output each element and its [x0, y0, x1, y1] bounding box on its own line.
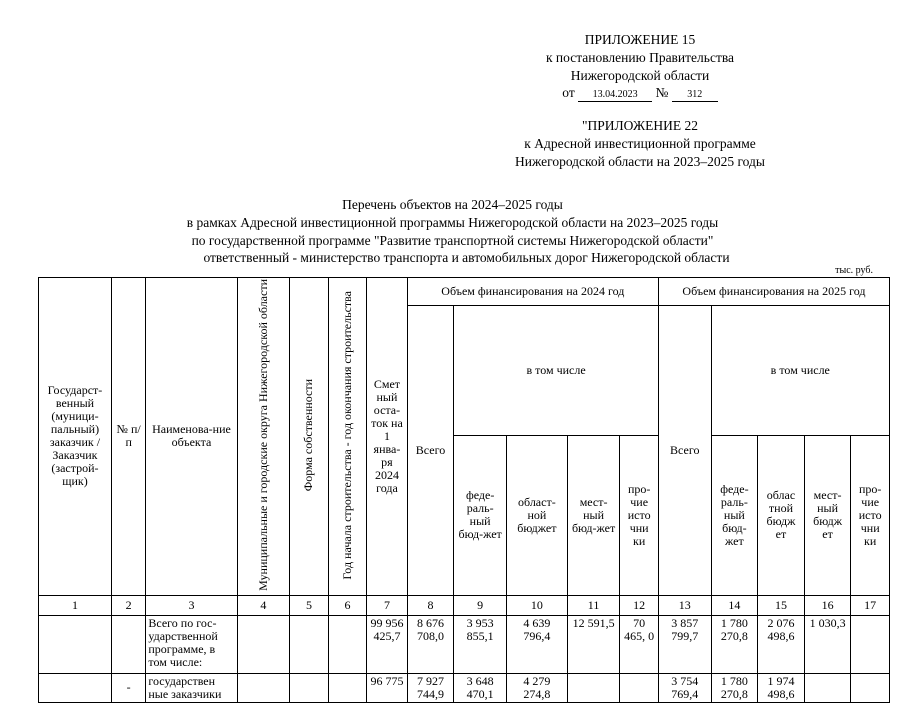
header-incl-2025: в том числе	[711, 306, 889, 436]
appendix22-line2: Нижегородской области на 2023–2025 годы	[515, 154, 765, 169]
table-cell: 3 648 470,1	[454, 673, 507, 702]
table-cell: -	[111, 673, 145, 702]
table-cell: 1 030,3	[804, 615, 851, 673]
col-number: 13	[658, 595, 711, 615]
col-number: 6	[328, 595, 366, 615]
col-number: 16	[804, 595, 851, 615]
table-cell: 3 754 769,4	[658, 673, 711, 702]
col-number: 8	[407, 595, 454, 615]
table-cell	[111, 615, 145, 673]
appendix22-line1: к Адресной инвестиционной программе	[524, 136, 756, 151]
table-cell	[328, 615, 366, 673]
table-cell: 1 780 270,8	[711, 673, 758, 702]
table-cell: 70 465, 0	[620, 615, 658, 673]
header-fin-2024: Объем финансирования на 2024 год	[407, 278, 658, 306]
header-years-text: Год начала строительства - год окончания строительства	[339, 290, 354, 580]
header-other-2025: про-чие исто чни ки	[851, 435, 890, 595]
header-total-2024: Всего	[407, 306, 454, 596]
table-cell: 2 076 498,6	[758, 615, 805, 673]
table-cell: 12 591,5	[567, 615, 620, 673]
number-label: №	[655, 85, 669, 100]
table-cell	[328, 673, 366, 702]
header-estimate: Смет ный оста-ток на 1 янва-ря 2024 года	[367, 278, 408, 596]
col-number: 2	[111, 595, 145, 615]
appendix15-date-line	[530, 84, 750, 102]
financing-table	[38, 277, 890, 703]
table-cell	[237, 615, 290, 673]
header-total-2025: Всего	[658, 306, 711, 596]
col-number: 5	[290, 595, 328, 615]
table-cell: 96 775	[367, 673, 408, 702]
table-cell: 3 953 855,1	[454, 615, 507, 673]
header-federal-2024: феде-раль-ный бюд-жет	[454, 435, 507, 595]
col-number: 15	[758, 595, 805, 615]
table-cell	[290, 673, 328, 702]
doc-title-line-3: по государственной программе "Развитие транспортной системы Нижегородской области"	[191, 233, 714, 248]
header-federal-2025: феде-раль-ный бюд-жет	[711, 435, 758, 595]
appendix15-line2: Нижегородской области	[570, 68, 710, 83]
unit-label: тыс. руб.	[835, 265, 873, 276]
header-ownership	[290, 278, 328, 596]
header-ownership-text: Форма собственности	[301, 378, 316, 492]
column-number-row	[39, 595, 890, 615]
header-district-text: Муниципальные и городские округа Нижегородской области	[255, 279, 270, 591]
table-cell: 4 639 796,4	[506, 615, 567, 673]
table-cell: Всего по гос-ударственной программе, в том числе:	[146, 615, 237, 673]
table-cell	[39, 673, 112, 702]
decree-date: 13.04.2023	[578, 89, 652, 102]
from-label: от	[562, 85, 575, 100]
table-cell: 8 676 708,0	[407, 615, 454, 673]
header-num: № п/п	[111, 278, 145, 596]
header-local-2025: мест-ный бюдж ет	[804, 435, 851, 595]
table-cell: 1 974 498,6	[758, 673, 805, 702]
appendix15-line1: к постановлению Правительства	[545, 50, 735, 65]
table-cell	[567, 673, 620, 702]
col-number: 11	[567, 595, 620, 615]
table-cell	[851, 673, 890, 702]
table-cell	[851, 615, 890, 673]
table-cell: 4 279 274,8	[506, 673, 567, 702]
table-cell	[290, 615, 328, 673]
doc-title-line-2: в рамках Адресной инвестиционной программы Нижегородской области на 2023–2025 годы	[186, 215, 719, 230]
col-number: 7	[367, 595, 408, 615]
header-regional-2025: облас тной бюдж ет	[758, 435, 805, 595]
decree-number: 312	[672, 89, 718, 102]
header-other-2024: про-чие исто чни ки	[620, 435, 658, 595]
table-cell: 99 956 425,7	[367, 615, 408, 673]
table-row-customers	[39, 673, 890, 702]
table-cell	[237, 673, 290, 702]
header-local-2024: мест-ный бюд-жет	[567, 435, 620, 595]
table-cell	[39, 615, 112, 673]
col-number: 3	[146, 595, 237, 615]
table-cell: государствен ные заказчики	[146, 673, 237, 702]
table-cell: 1 780 270,8	[711, 615, 758, 673]
header-district	[237, 278, 290, 596]
doc-title-line-4: ответственный - министерство транспорта и автомобильных дорог Нижегородской области	[203, 250, 730, 265]
col-number: 1	[39, 595, 112, 615]
table-cell: 7 927 744,9	[407, 673, 454, 702]
col-number: 9	[454, 595, 507, 615]
header-regional-2024: област-ной бюджет	[506, 435, 567, 595]
appendix22-title: "ПРИЛОЖЕНИЕ 22	[581, 118, 699, 133]
doc-title-line-1: Перечень объектов на 2024–2025 годы	[342, 197, 563, 212]
col-number: 4	[237, 595, 290, 615]
header-years	[328, 278, 366, 596]
col-number: 17	[851, 595, 890, 615]
col-number: 10	[506, 595, 567, 615]
table-row-total	[39, 615, 890, 673]
header-incl-2024: в том числе	[454, 306, 659, 436]
header-fin-2025: Объем финансирования на 2025 год	[658, 278, 889, 306]
col-number: 14	[711, 595, 758, 615]
table-cell	[804, 673, 851, 702]
appendix15-title: ПРИЛОЖЕНИЕ 15	[584, 32, 696, 47]
table-cell: 3 857 799,7	[658, 615, 711, 673]
header-customer: Государст-венный (муници-пальный) заказчик / Заказчик (застрой-щик)	[39, 278, 112, 596]
col-number: 12	[620, 595, 658, 615]
table-cell	[620, 673, 658, 702]
header-object-name: Наименова-ние объекта	[146, 278, 237, 596]
